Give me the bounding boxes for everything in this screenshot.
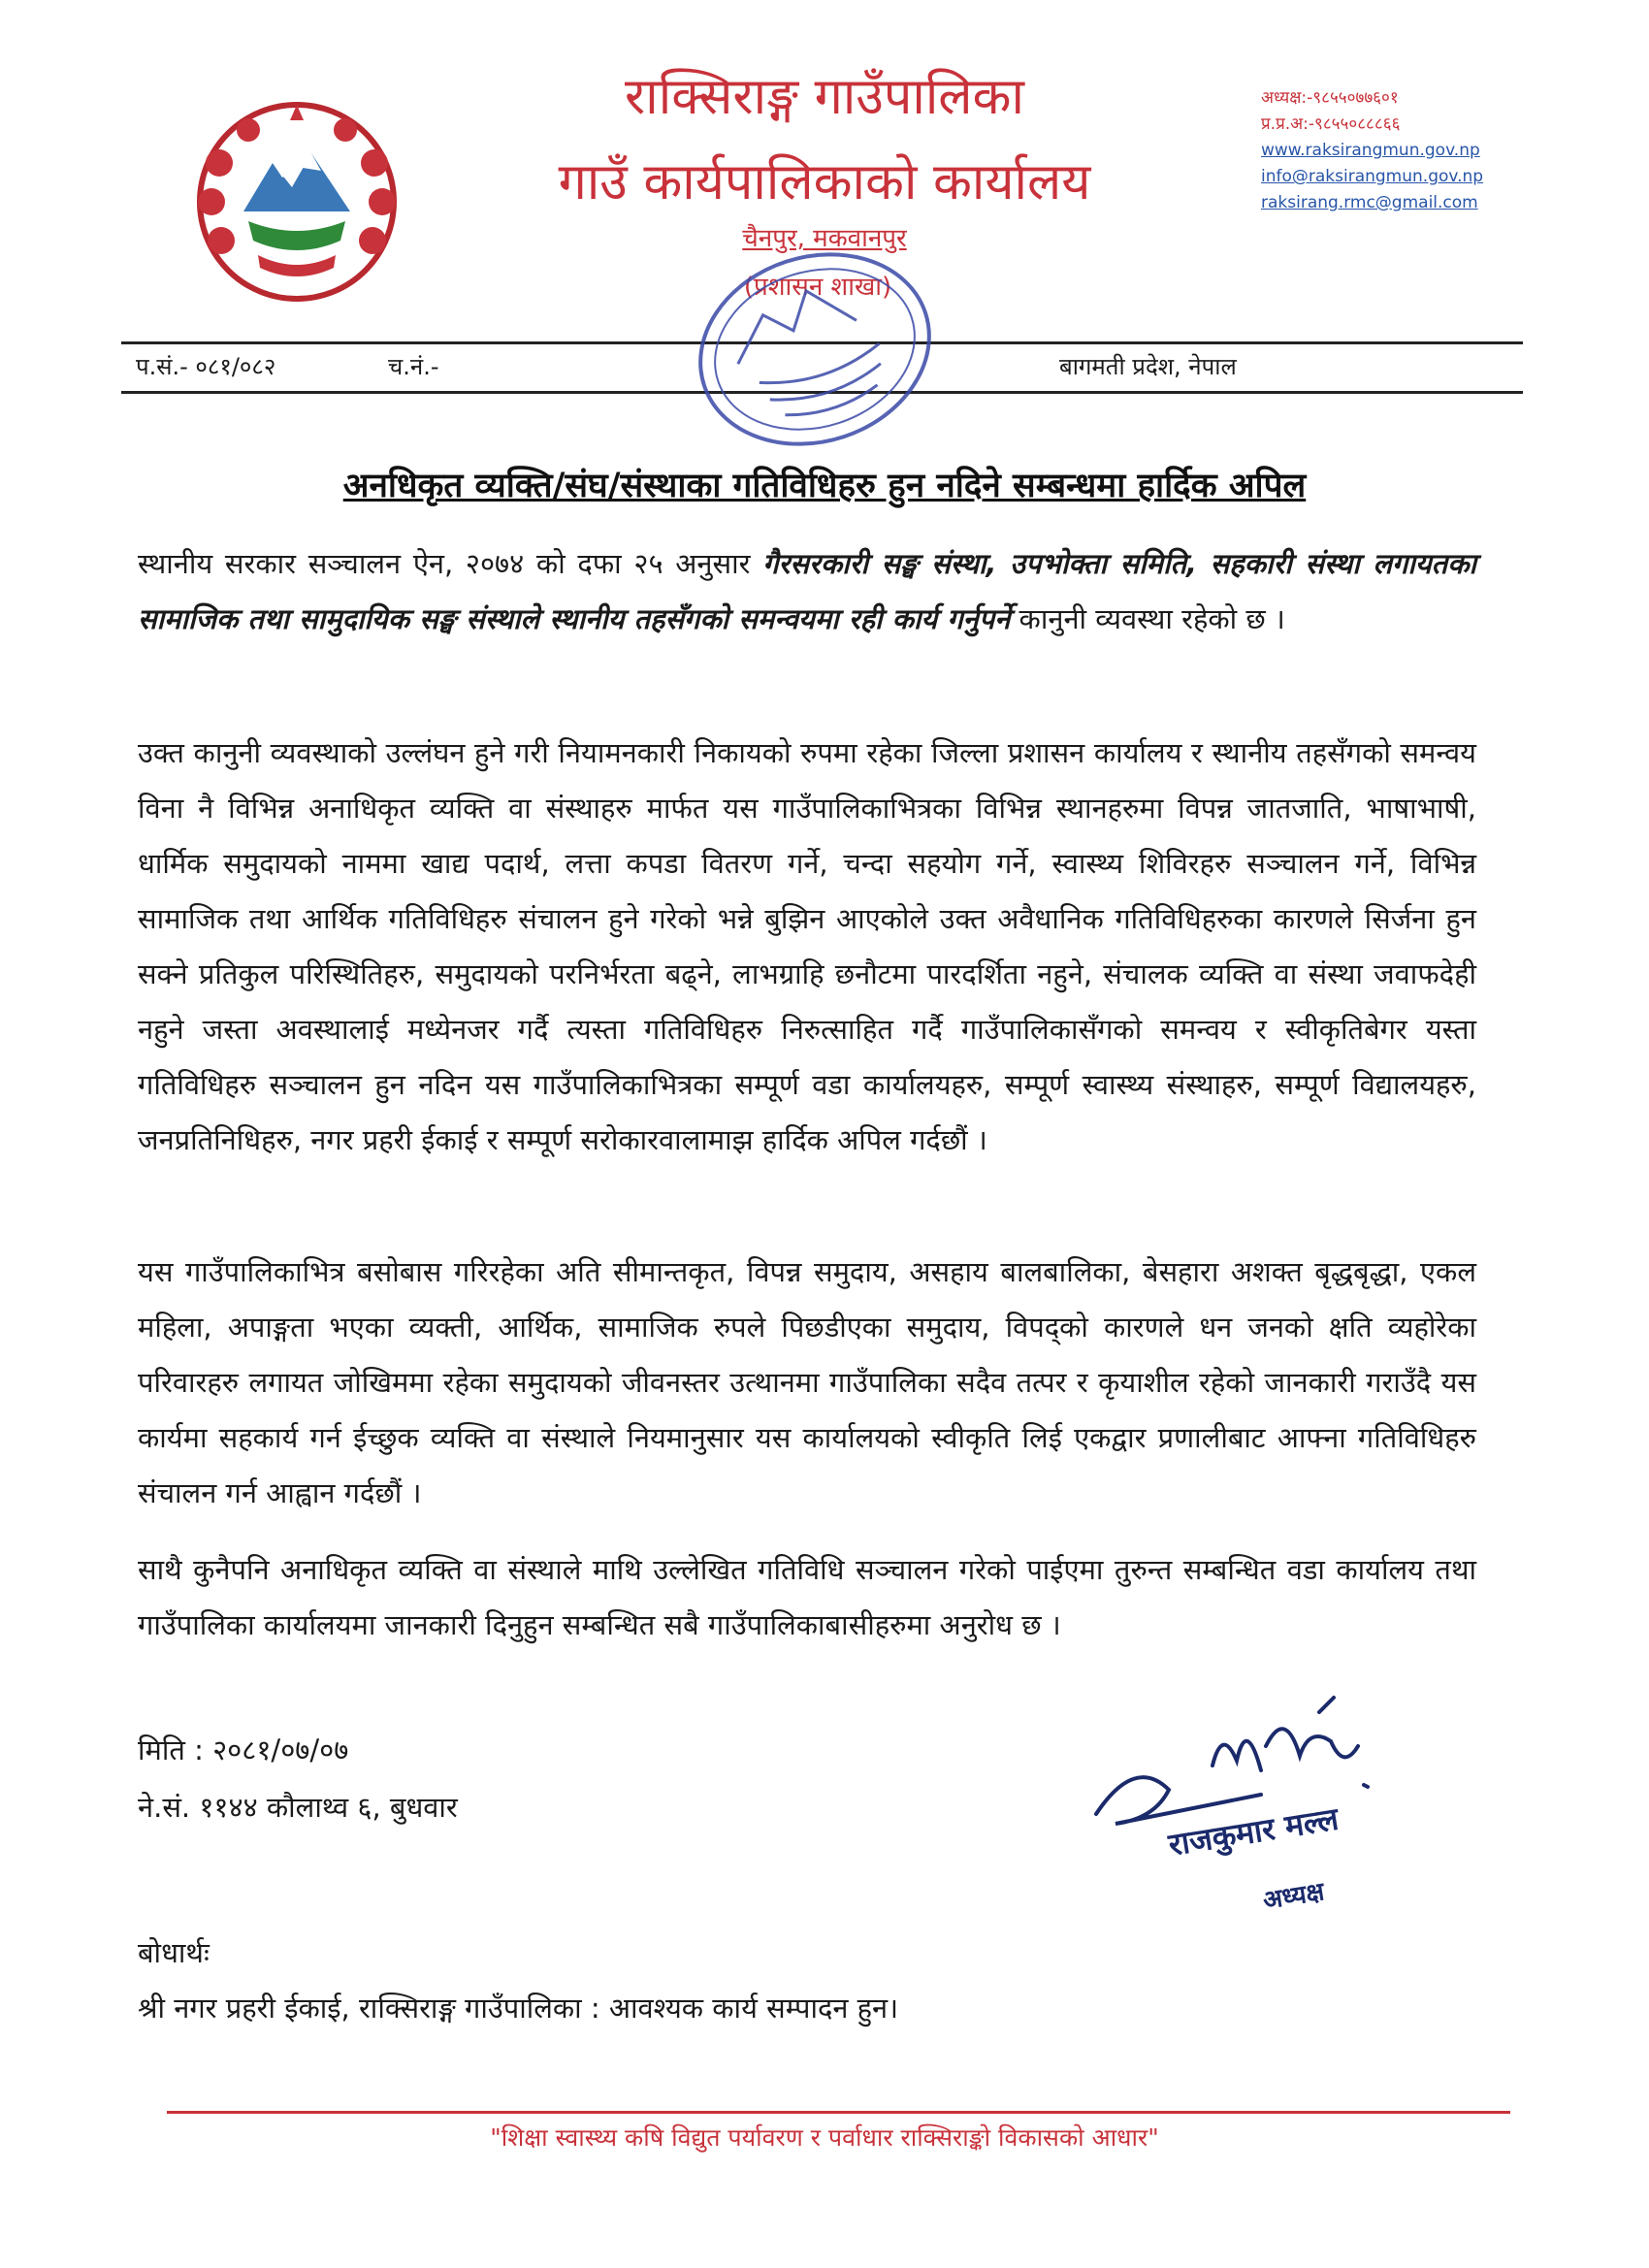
cc-label: बोधार्थः bbox=[138, 1936, 210, 1969]
nepal-sambat-date: ने.सं. ११४४ कौलाथ्व ६, बुधवार bbox=[138, 1791, 458, 1824]
letter-subject: अनधिकृत व्यक्ति/संघ/संस्थाका गतिविधिहरु हुन नदिने सम्बन्धमा हार्दिक अपिल bbox=[342, 467, 1307, 505]
letter-date: मिति : २०८१/०७/०७ bbox=[138, 1733, 349, 1766]
cc-recipient: श्री नगर प्रहरी ईकाई, राक्सिराङ्ग गाउँपालिका : आवश्यक कार्य सम्पादन हुन। bbox=[138, 1992, 899, 2025]
contact-block bbox=[1261, 85, 1552, 216]
body-paragraph-3: यस गाउँपालिकाभित्र बसोबास गरिरहेका अति सीमान्तकृत, विपन्न समुदाय, असहाय बालबालिका, बेसहारा अशक्त बृद्धबृद्धा, एकल महिला, अपाङ्गता भएका व्यक्ती, आर्थिक, सामाजिक रुपले पिछडीएका समुदाय, विपद्को कारणले धन जनको क्षति व्यहोरेका परिवारहरु लगायत जोखिममा रहेका समुदायको जीवनस्तर उत्थानमा गाउँपालिका सदैव तत्पर र कृयाशील रहेको जानकारी गराउँदै यस कार्यमा सहकार्य गर्न ईच्छुक व्यक्ति वा संस्थाले नियमानुसार यस कार्यालयको स्वीकृति लिई एकद्वार प्रणालीबाट आफ्ना गतिविधिहरु संचालन गर्न आह्वान गर्दछौं । bbox=[138, 1255, 1476, 1509]
municipality-name: राक्सिराङ्ग गाउँपालिका bbox=[625, 68, 1024, 126]
body-paragraph-2: उक्त कानुनी व्यवस्थाको उल्लंघन हुने गरी नियामनकारी निकायको रुपमा रहेका जिल्ला प्रशासन कार्यालय र स्थानीय तहसँगको समन्वय विना नै विभिन्न अनाधिकृत व्यक्ति वा संस्थाहरु मार्फत यस गाउँपालिकाभित्रका विभिन्न स्थानहरुमा विपन्न जातजाति, भाषाभाषी, धार्मिक समुदायको नाममा खाद्य पदार्थ, लत्ता कपडा वितरण गर्ने, चन्दा सहयोग गर्ने, स्वास्थ्य शिविरहरु सञ्चालन गर्ने, विभिन्न सामाजिक तथा आर्थिक गतिविधिहरु संचालन हुने गरेको भन्ने बुझिन आएकोले उक्त अवैधानिक गतिविधिहरुका कारणले सिर्जना हुन सक्ने प्रतिकुल परिस्थितिहरु, समुदायको परनिर्भरता बढ्ने, लाभग्राहि छनौटमा पारदर्शिता नहुने, संचालक व्यक्ति वा संस्था जवाफदेही नहुने जस्ता अवस्थालाई मध्येनजर गर्दै त्यस्ता गतिविधिहरु निरुत्साहित गर्दै गाउँपालिकासँगको समन्वय र स्वीकृतिबेगर यस्ता गतिविधिहरु सञ्चालन हुन नदिन यस गाउँपालिकाभित्रका सम्पूर्ण वडा कार्यालयहरु, सम्पूर्ण स्वास्थ्य संस्थाहरु, सम्पूर्ण विद्यालयहरु, जनप्रतिनिधिहरु, नगर प्रहरी ईकाई र सम्पूर्ण सरोकारवालामाझ हार्दिक अपिल गर्दछौं । bbox=[138, 736, 1476, 1156]
email-link-gmail[interactable]: raksirang.rmc@gmail.com bbox=[1261, 193, 1478, 212]
letter-reference-number: प.सं.- ०८१/०८२ bbox=[136, 353, 276, 380]
signatory-name: राजकुमार मल्ल bbox=[1166, 1799, 1342, 1863]
signatory-title: अध्यक्ष bbox=[1260, 1877, 1327, 1916]
cao-phone: प्र.प्र.अ:-९८५५०८८८६६ bbox=[1261, 114, 1401, 134]
email-link-info[interactable]: info@raksirangmun.gov.np bbox=[1261, 167, 1484, 186]
paragraph-1-text-c: कानुनी व्यवस्था रहेको छ । bbox=[1010, 602, 1285, 635]
paragraph-1-text-a: स्थानीय सरकार सञ्चालन ऐन, २०७४ को दफा २५ अनुसार bbox=[138, 547, 763, 580]
website-link[interactable]: www.raksirangmun.gov.np bbox=[1261, 141, 1480, 160]
footer-divider bbox=[167, 2111, 1510, 2114]
office-stamp-seal bbox=[669, 233, 960, 466]
footer-motto: "शिक्षा स्वास्थ्य कषि विद्युत पर्यावरण र पर्वाधार राक्सिराङ्को विकासको आधार" bbox=[490, 2123, 1159, 2152]
office-name: गाउँ कार्यपालिकाको कार्यालय bbox=[558, 153, 1091, 211]
body-paragraph-4: साथै कुनैपनि अनाधिकृत व्यक्ति वा संस्थाले माथि उल्लेखित गतिविधि सञ्चालन गरेको पाईएमा तुरुन्त सम्बन्धित वडा कार्यालय तथा गाउँपालिका कार्यालयमा जानकारी दिनुहुन सम्बन्धित सबै गाउँपालिकाबासीहरुमा अनुरोध छ । bbox=[138, 1553, 1476, 1641]
dispatch-number: च.नं.- bbox=[388, 353, 439, 380]
body-paragraph-1 bbox=[138, 536, 1476, 647]
office-address: चैनपुर, मकवानपुर bbox=[742, 224, 907, 253]
paragraph-1-emphasis: गैरसरकारी सङ्घ संस्था, उपभोक्ता समिति, सहकारी संस्था लगायतका सामाजिक तथा सामुदायिक सङ्घ संस्थाले स्थानीय तहसँगको समन्वयमा रही कार्य गर्नुपर्ने bbox=[138, 547, 1476, 635]
chair-phone: अध्यक्ष:-९८५५०७७६०१ bbox=[1261, 88, 1399, 108]
office-section: (प्रशासन शाखा) bbox=[743, 273, 892, 302]
province-label: बागमती प्रदेश, नेपाल bbox=[1059, 353, 1237, 380]
